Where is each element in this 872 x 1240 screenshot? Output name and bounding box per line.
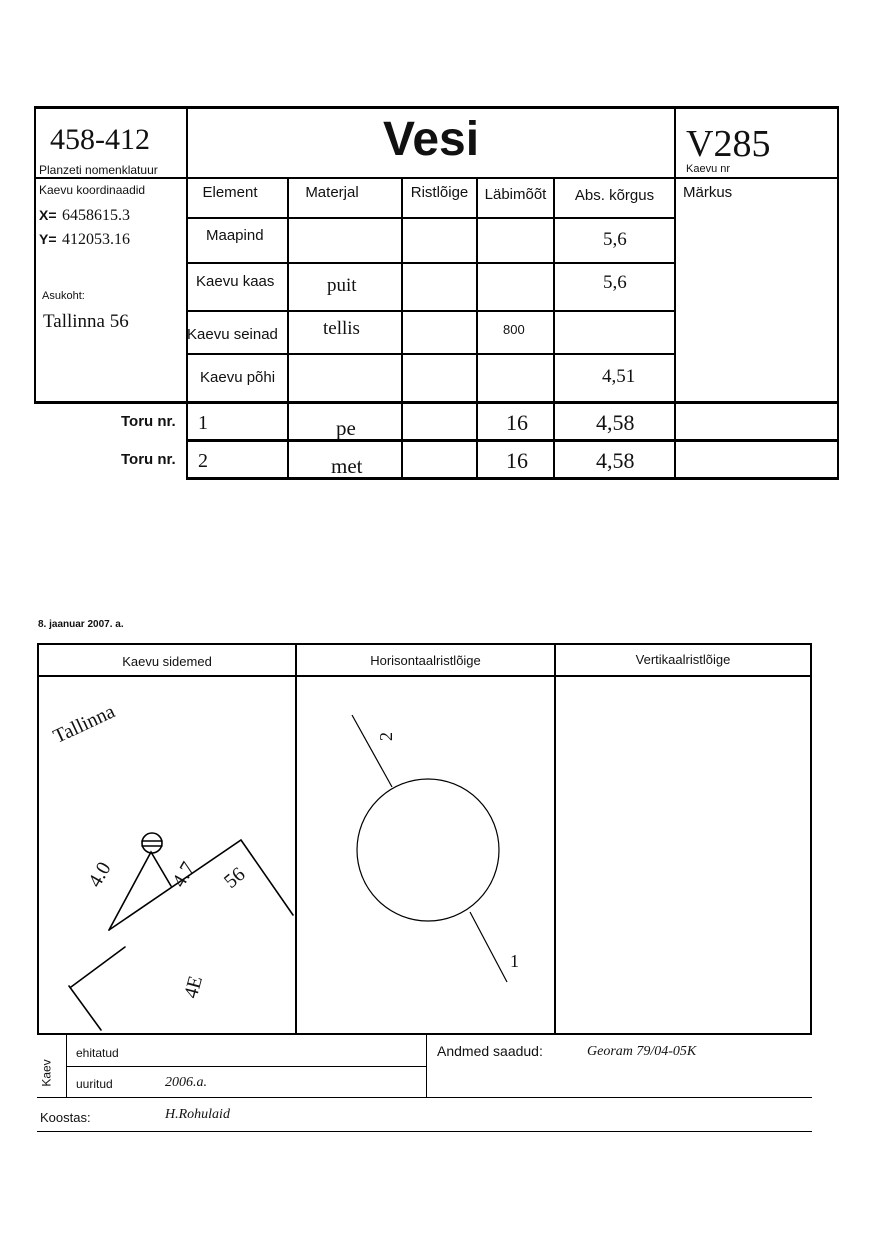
surveyed-label: uuritud: [76, 1077, 113, 1091]
pipe-material: pe: [336, 416, 356, 440]
pipe-abs-height: 4,58: [596, 410, 635, 435]
column-header-element: Element: [202, 184, 258, 201]
horizontal-cross-section-sketch: [297, 677, 554, 1033]
table-row-diameter: 800: [503, 322, 525, 337]
pipe-handwriting: 1: [510, 951, 519, 971]
compiled-label: Koostas:: [40, 1110, 91, 1125]
built-label: ehitatud: [76, 1046, 119, 1060]
column-header-abs-height: Abs. kõrgus: [574, 187, 655, 204]
pipe-number: 2: [198, 450, 208, 472]
sketch-handwriting: Tallinna: [50, 700, 119, 748]
coordinates-label: Kaevu koordinaadid: [39, 183, 146, 197]
pipe-number: 1: [198, 412, 208, 434]
sketch-handwriting: 4E: [180, 973, 208, 1001]
table-row-material: puit: [327, 275, 357, 296]
footer-side-label: Kaev: [39, 1059, 54, 1087]
sketch-col-title: Kaevu sidemed: [122, 654, 212, 669]
data-from-value: Georam 79/04-05K: [587, 1044, 697, 1059]
nomenclature-label: Planzeti nomenklatuur: [39, 163, 158, 177]
column-header-diameter: Läbimõõt: [484, 186, 547, 203]
compiled-value: H.Rohulaid: [165, 1107, 230, 1122]
y-coordinate-label: Y=: [39, 231, 57, 247]
y-coordinate-value: 412053.16: [62, 231, 130, 248]
table-row-material: tellis: [323, 318, 360, 339]
column-header-remarks: Märkus: [683, 184, 733, 201]
data-from-label: Andmed saadud:: [437, 1043, 543, 1059]
location-label: Asukoht:: [42, 290, 85, 302]
column-header-material: Materjal: [305, 184, 359, 201]
sketch-handwriting: 56: [220, 863, 250, 893]
column-header-cross-section: Ristlõige: [410, 184, 469, 201]
x-coordinate-value: 6458615.3: [62, 207, 130, 224]
pipe-label: Toru nr.: [121, 413, 176, 430]
table-row-element: Kaevu seinad: [187, 326, 278, 343]
pipe-label: Toru nr.: [121, 451, 176, 468]
well-card-form: [0, 0, 872, 490]
x-coordinate-label: X=: [39, 207, 57, 223]
table-row-element: Kaevu kaas: [196, 273, 275, 290]
table-row-abs-height: 5,6: [603, 229, 627, 250]
pipe-diameter: 16: [506, 448, 528, 473]
document-title: Vesi: [382, 113, 480, 166]
table-row-abs-height: 4,51: [602, 366, 636, 387]
sketch-handwriting: 4.0: [84, 858, 116, 891]
sketch-col-title: Horisontaalristlõige: [370, 653, 481, 668]
pipe-handwriting: 2: [376, 732, 396, 741]
location-value: Tallinna 56: [43, 311, 129, 332]
well-number-label: Kaevu nr: [686, 163, 731, 175]
sketch-col-title: Vertikaalristlõige: [635, 652, 731, 667]
table-row-element: Kaevu põhi: [200, 369, 276, 386]
surveyed-value: 2006.a.: [165, 1075, 207, 1090]
table-row-element: Maapind: [206, 227, 264, 244]
nomenclature-value: 458-412: [50, 123, 150, 156]
sketch-handwriting: 4.7: [168, 858, 200, 891]
pipe-abs-height: 4,58: [596, 448, 635, 473]
document-date: 8. jaanuar 2007. a.: [38, 619, 124, 630]
pipe-diameter: 16: [506, 410, 528, 435]
table-row-abs-height: 5,6: [603, 272, 627, 293]
pipe-material: met: [331, 454, 363, 478]
well-number-value: V285: [686, 123, 771, 165]
